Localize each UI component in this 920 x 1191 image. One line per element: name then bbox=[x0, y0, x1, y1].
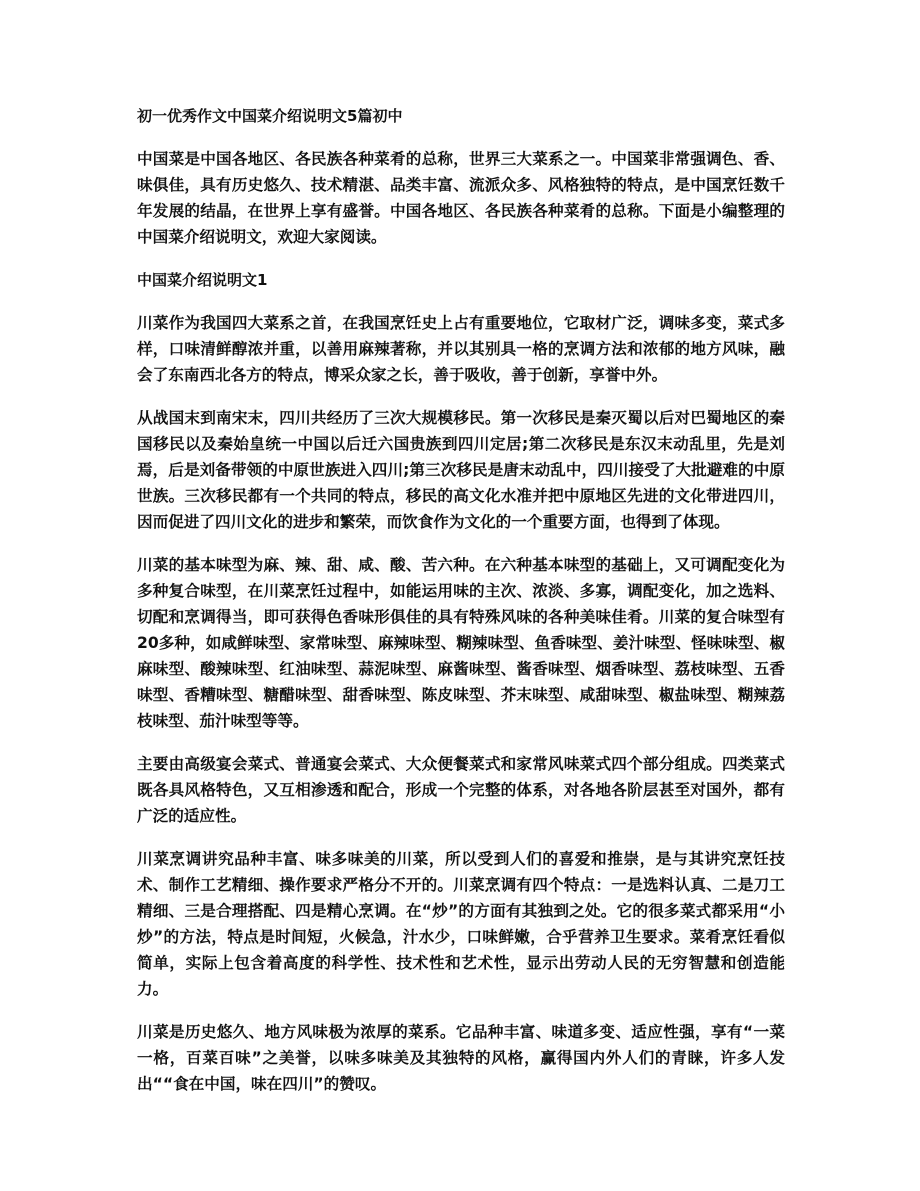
body-paragraph: 从战国末到南宋末，四川共经历了三次大规模移民。第一次移民是秦灭蜀以后对巴蜀地区的秦国移民以及秦始皇统一中国以后迁六国贵族到四川定居;第二次移民是东汉末动乱里，先是刘焉，后是刘备带领的中原世族进入四川;第三次移民是唐末动乱中，四川接受了大批避难的中原世族。三次移民都有一个共同的特点，移民的高文化水准并把中原地区先进的文化带进四川，因而促进了四川文化的进步和繁荣，而饮食作为文化的一个重要方面，也得到了体现。 bbox=[137, 409, 785, 531]
body-paragraph: 川菜作为我国四大菜系之首，在我国烹饪史上占有重要地位，它取材广泛，调味多变，菜式多样，口味清鲜醇浓并重，以善用麻辣著称，并以其别具一格的烹调方法和浓郁的地方风味，融会了东南西北各方的特点，博采众家之长，善于吸收，善于创新，享誉中外。 bbox=[137, 314, 785, 384]
section-heading: 中国菜介绍说明文1 bbox=[137, 271, 268, 289]
body-paragraph: 主要由高级宴会菜式、普通宴会菜式、大众便餐菜式和家常风味菜式四个部分组成。四类菜式既各具风格特色，又互相渗透和配合，形成一个完整的体系，对各地各阶层甚至对国外，都有广泛的适应性。 bbox=[137, 755, 785, 825]
document-page bbox=[137, 103, 785, 1114]
intro-paragraph: 中国菜是中国各地区、各民族各种菜肴的总称，世界三大菜系之一。中国菜非常强调色、香、味俱佳，具有历史悠久、技术精湛、品类丰富、流派众多、风格独特的特点，是中国烹饪数千年发展的结晶，在世界上享有盛誉。中国各地区、各民族各种菜肴的总称。下面是小编整理的中国菜介绍说明文，欢迎大家阅读。 bbox=[137, 150, 785, 246]
body-paragraph: 川菜是历史悠久、地方风味极为浓厚的菜系。它品种丰富、味道多变、适应性强，享有“一菜一格，百菜百味”之美誉，以味多味美及其独特的风格，赢得国内外人们的青睐，许多人发出““食在中国，味在四川”的赞叹。 bbox=[137, 1023, 785, 1093]
body-paragraph: 川菜烹调讲究品种丰富、味多味美的川菜，所以受到人们的喜爱和推崇，是与其讲究烹饪技术、制作工艺精细、操作要求严格分不开的。川菜烹调有四个特点：一是选料认真、二是刀工精细、三是合理搭配、四是精心烹调。在“炒”的方面有其独到之处。它的很多菜式都采用“小炒”的方法，特点是时间短，火候急，汁水少，口味鲜嫩，合乎营养卫生要求。菜肴烹饪看似简单，实际上包含着高度的科学性、技术性和艺术性，显示出劳动人民的无穷智慧和创造能力。 bbox=[137, 850, 785, 998]
body-paragraph: 川菜的基本味型为麻、辣、甜、咸、酸、苦六种。在六种基本味型的基础上，又可调配变化为多种复合味型，在川菜烹饪过程中，如能运用味的主次、浓淡、多寡，调配变化，加之选料、切配和烹调得当，即可获得色香味形俱佳的具有特殊风味的各种美味佳肴。川菜的复合味型有20多种，如咸鲜味型、家常味型、麻辣味型、糊辣味型、鱼香味型、姜汁味型、怪味味型、椒麻味型、酸辣味型、红油味型、蒜泥味型、麻酱味型、酱香味型、烟香味型、荔枝味型、五香味型、香糟味型、糖醋味型、甜香味型、陈皮味型、芥末味型、咸甜味型、椒盐味型、糊辣荔枝味型、茄汁味型等等。 bbox=[137, 556, 785, 730]
document-title: 初一优秀作文中国菜介绍说明文5篇初中 bbox=[137, 107, 403, 125]
